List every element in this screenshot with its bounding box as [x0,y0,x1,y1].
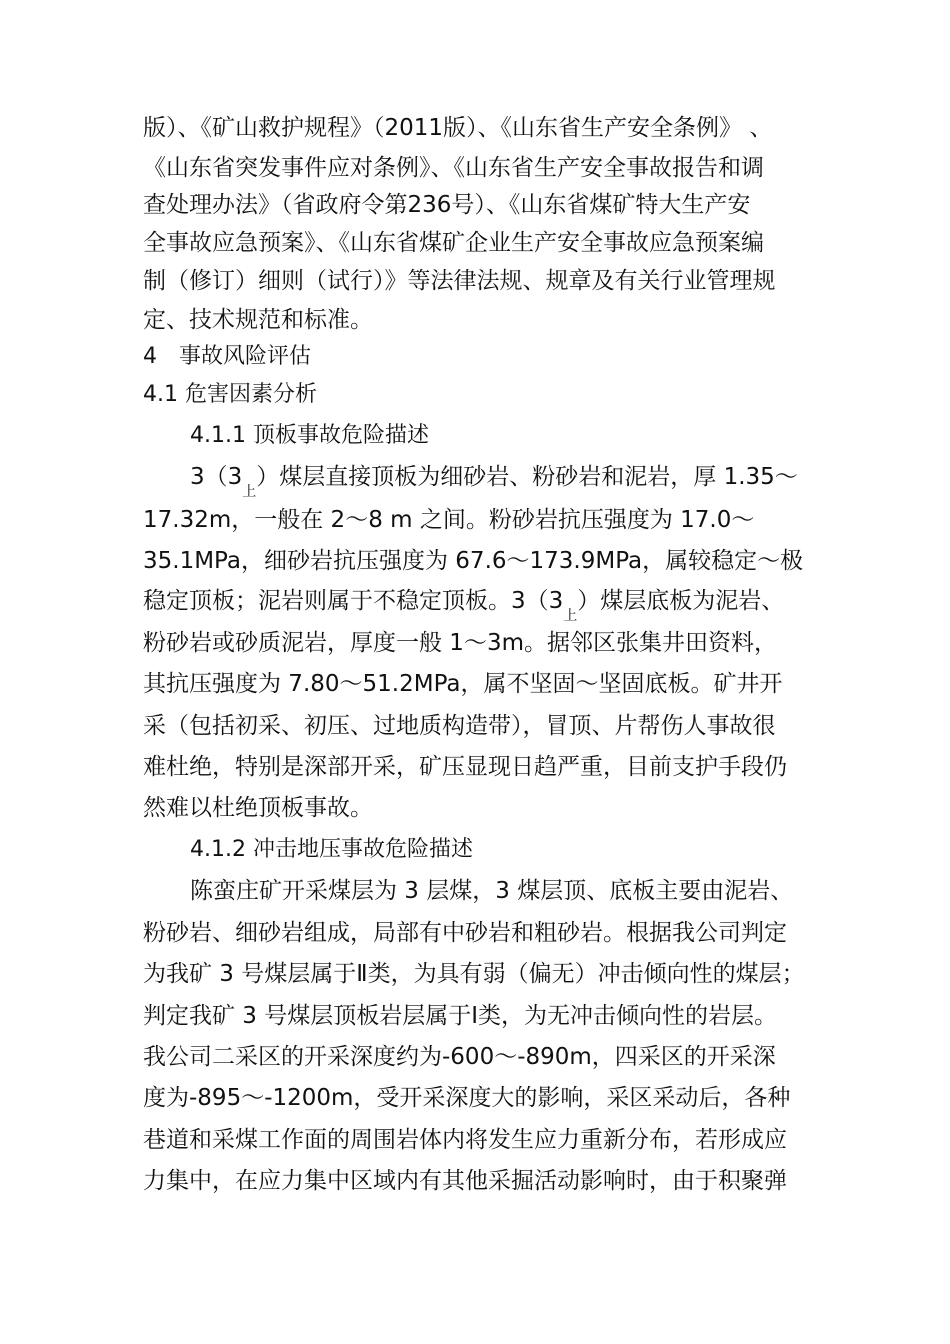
paragraph-line: 35.1MPa，细砂岩抗压强度为 67.6～173.9MPa，属较稳定～极 [143,548,804,574]
text-line: 全事故应急预案》、《山东省煤矿企业生产安全事故应急预案编 [143,230,764,256]
text-line: 版）、《矿山救护规程》（2011版）、《山东省生产安全条例》 、 [143,115,773,141]
paragraph-line: 度为-895～-1200m，受开采深度大的影响，采区采动后，各种 [143,1085,791,1111]
subscript: 上 [242,484,257,500]
section-heading: 4.1 危害因素分析 [143,382,317,407]
text-line: 查处理办法》（省政府令第236号）、《山东省煤矿特大生产安 [143,192,751,218]
text-line: 制（修订）细则（试行）》等法律法规、规章及有关行业管理规 [143,268,776,294]
text-line: 《山东省突发事件应对条例》、《山东省生产安全事故报告和调 [143,155,764,181]
paragraph-line: 17.32m，一般在 2～8 m 之间。粉砂岩抗压强度为 17.0～ [143,507,755,533]
paragraph-line: 其抗压强度为 7.80～51.2MPa，属不坚固～坚固底板。矿井开 [143,671,783,697]
paragraph-line: 判定我矿 3 号煤层顶板岩层属于Ⅰ类，为无冲击倾向性的岩层。 [143,1003,778,1029]
paragraph-line [190,462,798,500]
subscript: 上 [563,608,578,624]
paragraph-line: 粉砂岩或砂质泥岩，厚度一般 1～3m。据邻区张集井田资料， [143,630,777,656]
paragraph-line: 我公司二采区的开采深度约为-600～-890m，四采区的开采深 [143,1044,776,1070]
text-line: 定、技术规范和标准。 [143,307,373,333]
paragraph-line [143,586,785,624]
text-run: ）煤层直接顶板为细砂岩、粉砂岩和泥岩，厚 1.35～ [256,464,798,490]
paragraph-line: 巷道和采煤工作面的周围岩体内将发生应力重新分布，若形成应 [143,1127,787,1153]
paragraph-line: 采（包括初采、初压、过地质构造带），冒顶、片帮伤人事故很 [143,713,776,739]
text-run: 稳定顶板；泥岩则属于不稳定顶板。3（3 [143,588,564,614]
subsection-heading: 4.1.2 冲击地压事故危险描述 [190,837,473,862]
paragraph-line: 难杜绝，特别是深部开采，矿压显现日趋严重，目前支护手段仍 [143,754,787,780]
section-heading: 4 事故风险评估 [143,344,311,369]
paragraph-line: 力集中，在应力集中区域内有其他采掘活动影响时，由于积聚弹 [143,1168,787,1194]
text-run: ）煤层底板为泥岩、 [577,588,785,614]
paragraph-line: 然难以杜绝顶板事故。 [143,795,373,821]
paragraph-line: 粉砂岩、细砂岩组成，局部有中砂岩和粗砂岩。根据我公司判定 [143,920,787,946]
paragraph-line: 陈蛮庄矿开采煤层为 3 层煤，3 煤层顶、底板主要由泥岩、 [190,878,794,904]
subsection-heading: 4.1.1 顶板事故危险描述 [190,423,429,448]
paragraph-line: 为我矿 3 号煤层属于Ⅱ类，为具有弱（偏无）冲击倾向性的煤层； [143,961,805,987]
text-run: 3（3 [190,464,243,490]
